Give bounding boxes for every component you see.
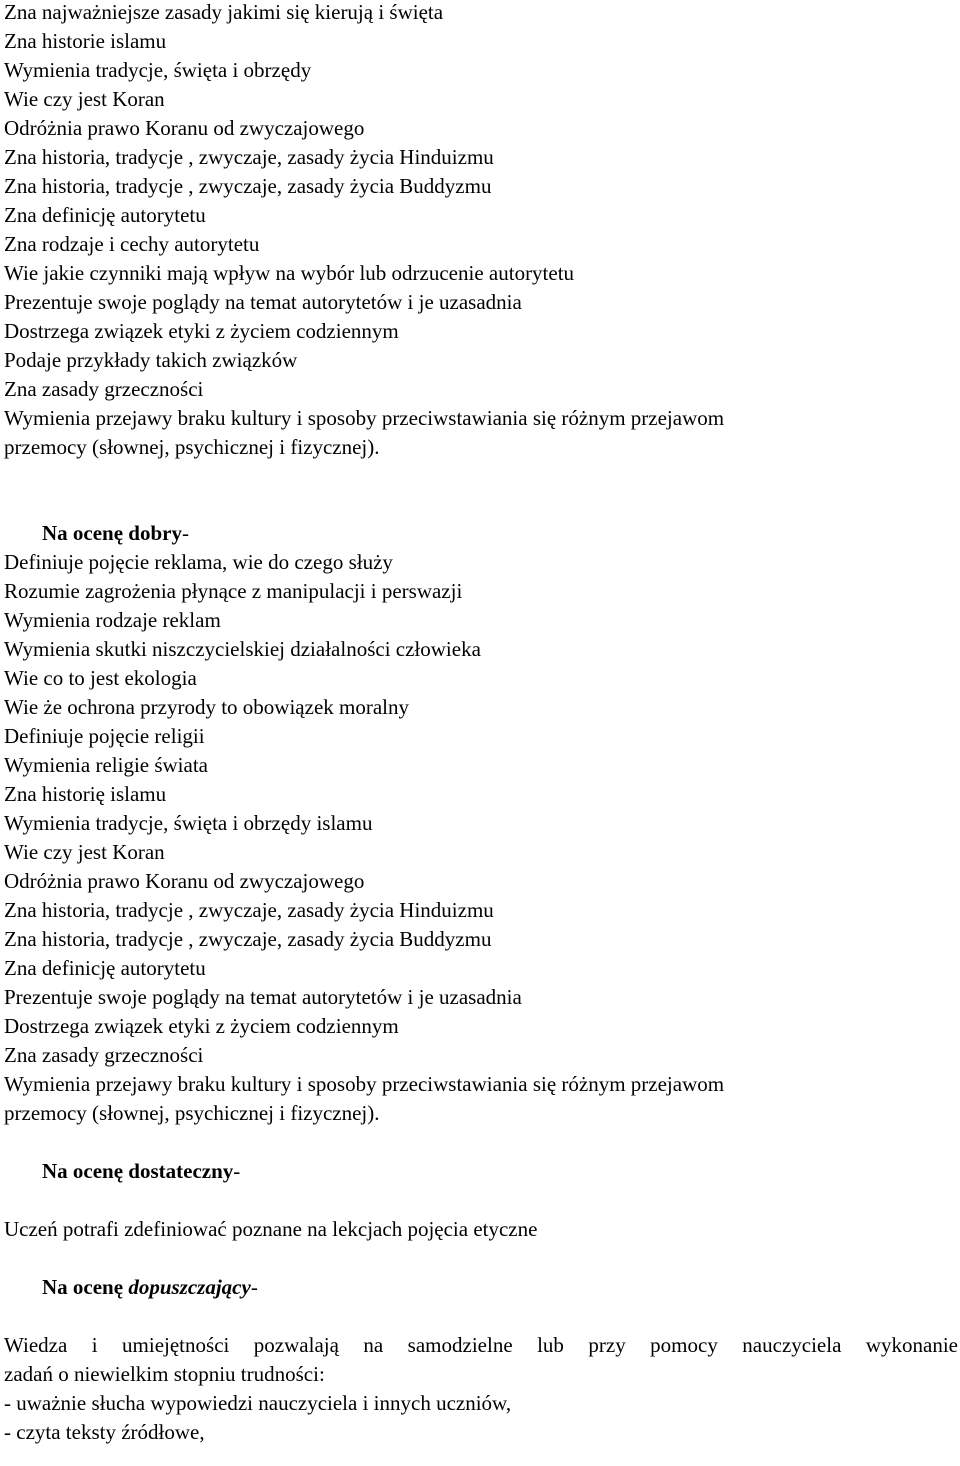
list-item: Wymienia przejawy braku kultury i sposoby przeciwstawiania się różnym przejawom bbox=[4, 1072, 725, 1096]
section-heading-dobry bbox=[4, 521, 958, 550]
list-item: Zna historie islamu bbox=[4, 29, 167, 53]
spacer bbox=[4, 1130, 958, 1159]
list-item: Wymienia tradycje, święta i obrzędy bbox=[4, 58, 312, 82]
list-item: Wymienia skutki niszczycielskiej działalności człowieka bbox=[4, 637, 481, 661]
heading-label: Na ocenę dobry bbox=[42, 521, 182, 545]
heading-prefix: Na ocenę bbox=[42, 1275, 129, 1299]
list-item: Wymienia religie świata bbox=[4, 753, 208, 777]
list-item: Zna zasady grzeczności bbox=[4, 1043, 204, 1067]
list-item: Zna historię islamu bbox=[4, 782, 167, 806]
list-item: Wymienia tradycje, święta i obrzędy islamu bbox=[4, 811, 373, 835]
spacer bbox=[4, 1246, 958, 1275]
heading-suffix: - bbox=[233, 1159, 241, 1183]
list-item: Definiuje pojęcie religii bbox=[4, 724, 205, 748]
list-item: Zna definicję autorytetu bbox=[4, 203, 206, 227]
heading-suffix: - bbox=[182, 521, 189, 545]
dopuszczajacy-paragraph-line: Wiedza i umiejętności pozwalają na samodzielne lub przy pomocy nauczyciela wykonanie bbox=[4, 1333, 958, 1357]
list-item: przemocy (słownej, psychicznej i fizycznej). bbox=[4, 1101, 380, 1125]
bullet-item: - czyta teksty źródłowe, bbox=[4, 1420, 205, 1444]
list-item: Wie czy jest Koran bbox=[4, 87, 165, 111]
list-item: Zna historia, tradycje , zwyczaje, zasady życia Hinduizmu bbox=[4, 145, 494, 169]
list-item: Wie że ochrona przyrody to obowiązek moralny bbox=[4, 695, 409, 719]
list-item: Zna historia, tradycje , zwyczaje, zasady życia Buddyzmu bbox=[4, 174, 492, 198]
list-item: Odróżnia prawo Koranu od zwyczajowego bbox=[4, 116, 365, 140]
heading-italic: dopuszczający bbox=[128, 1275, 251, 1299]
list-item: Odróżnia prawo Koranu od zwyczajowego bbox=[4, 869, 365, 893]
list-item: Wie jakie czynniki mają wpływ na wybór lub odrzucenie autorytetu bbox=[4, 261, 575, 285]
spacer bbox=[4, 493, 958, 521]
list-item: Wie czy jest Koran bbox=[4, 840, 165, 864]
section-heading-dostateczny bbox=[4, 1159, 958, 1188]
list-item: Zna historia, tradycje , zwyczaje, zasady życia Buddyzmu bbox=[4, 927, 492, 951]
spacer bbox=[4, 1188, 958, 1217]
spacer bbox=[4, 464, 958, 493]
section-heading-dopuszczajacy bbox=[4, 1275, 958, 1304]
list-item: Dostrzega związek etyki z życiem codziennym bbox=[4, 1014, 399, 1038]
list-item: Prezentuje swoje poglądy na temat autorytetów i je uzasadnia bbox=[4, 985, 522, 1009]
list-item: Rozumie zagrożenia płynące z manipulacji i perswazji bbox=[4, 579, 463, 603]
bullet-item: - uważnie słucha wypowiedzi nauczyciela i innych uczniów, bbox=[4, 1391, 512, 1415]
list-item: Zna historia, tradycje , zwyczaje, zasady życia Hinduizmu bbox=[4, 898, 494, 922]
list-item: Wymienia przejawy braku kultury i sposoby przeciwstawiania się różnym przejawom bbox=[4, 406, 725, 430]
heading-label: Na ocenę dostateczny bbox=[42, 1159, 234, 1183]
document-page bbox=[4, 0, 958, 1449]
dostateczny-text: Uczeń potrafi zdefiniować poznane na lekcjach pojęcia etyczne bbox=[4, 1217, 538, 1241]
list-item: Wie co to jest ekologia bbox=[4, 666, 197, 690]
list-item: Zna rodzaje i cechy autorytetu bbox=[4, 232, 260, 256]
top-requirements-list bbox=[4, 0, 958, 464]
list-item: Prezentuje swoje poglądy na temat autorytetów i je uzasadnia bbox=[4, 290, 522, 314]
list-item: Wymienia rodzaje reklam bbox=[4, 608, 221, 632]
list-item: Zna najważniejsze zasady jakimi się kierują i święta bbox=[4, 0, 444, 24]
dopuszczajacy-paragraph-line: zadań o niewielkim stopniu trudności: bbox=[4, 1362, 325, 1386]
list-item: Definiuje pojęcie reklama, wie do czego służy bbox=[4, 550, 393, 574]
list-item: Dostrzega związek etyki z życiem codziennym bbox=[4, 319, 399, 343]
list-item: przemocy (słownej, psychicznej i fizycznej). bbox=[4, 435, 380, 459]
list-item: Zna zasady grzeczności bbox=[4, 377, 204, 401]
dobry-requirements-list bbox=[4, 550, 958, 1130]
heading-suffix: - bbox=[250, 1275, 258, 1299]
list-item: Zna definicję autorytetu bbox=[4, 956, 206, 980]
list-item: Podaje przykłady takich związków bbox=[4, 348, 298, 372]
spacer bbox=[4, 1304, 958, 1333]
